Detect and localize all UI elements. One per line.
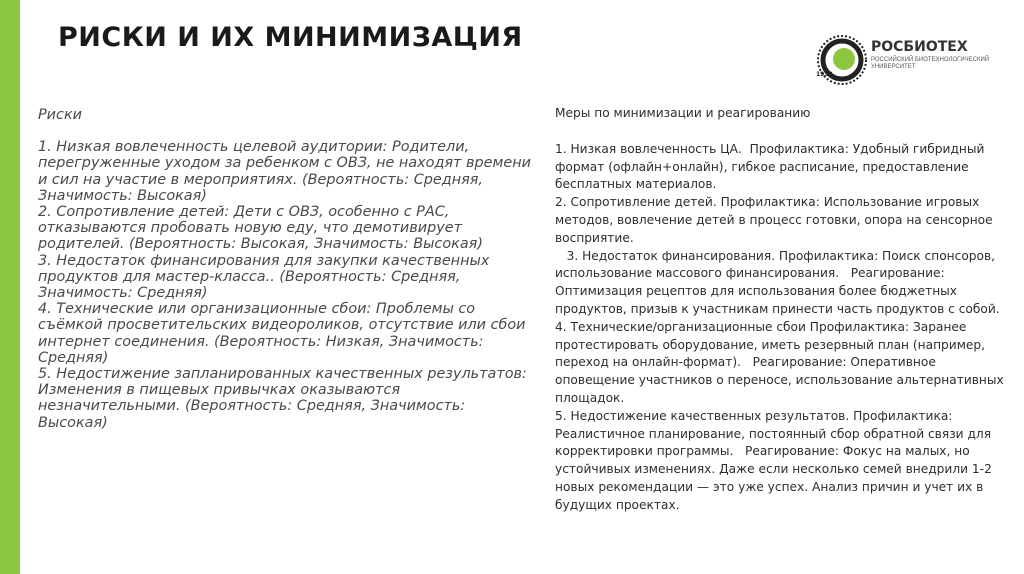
risk-item: 1. Низкая вовлеченность целевой аудитории: Родители, перегруженные уходом за ребенком с ОВЗ, не находят времени и сил на участие в мероприятиях. (Вероятность: Средняя, Значимость: Высокая) xyxy=(38,139,531,204)
measures-section xyxy=(555,105,1008,515)
risk-item: 5. Недостижение запланированных качественных результатов: Изменения в пищевых привычках оказываются незначительными. (Вероятность: Средняя, Значимость: Высокая) xyxy=(38,366,527,431)
accent-bar xyxy=(0,0,20,574)
measure-item: 2. Сопротивление детей. Профилактика: Использование игровых методов, вовлечение детей в процесс готовки, опора на сенсорное восприятие. xyxy=(555,195,997,245)
risks-section xyxy=(38,107,538,431)
measure-item: 4. Технические/организационные сбои Профилактика: Заранее протестировать оборудование, иметь резервный план (например, переход на онлайн-формат). Реагирование: Оперативное оповещение участников о переносе, использование альтернативных площадок. xyxy=(555,319,1008,405)
measures-heading: Меры по минимизации и реагированию xyxy=(555,106,811,120)
measure-item: 5. Недостижение качественных результатов. Профилактика: Реалистичное планирование, постоянный сбор обратной связи для корректировки программы. Реагирование: Фокус на малых, но устойчивых изменениях. Даже если несколько семей внедрили 1-2 новых рекомендации — это уже успех. Анализ причин и учет их в будущих проектах. xyxy=(555,408,996,512)
logo-name: РОСБИОТЕХ xyxy=(871,39,968,55)
measure-item: 1. Низкая вовлеченность ЦА. Профилактика: Удобный гибридный формат (офлайн+онлайн), гибкое расписание, предоставление бесплатных материалов. xyxy=(555,141,989,192)
risk-item: 3. Недостаток финансирования для закупки качественных продуктов для мастер-класса.. (Вероятность: Средняя, Значимость: Средняя) xyxy=(38,252,490,302)
risk-item: 2. Сопротивление детей: Дети с ОВЗ, особенно с РАС, отказываются пробовать новую еду, что демотивирует родителей. (Вероятность: Высокая, Значимость: Высокая) xyxy=(38,204,483,253)
university-logo xyxy=(815,33,1015,93)
logo-emblem-icon xyxy=(815,33,869,87)
measure-item: 3. Недостаток финансирования. Профилактика: Поиск спонсоров, использование массового финансирования. Реагирование: Оптимизация рецептов для использования более бюджетных продуктов, призыв к участникам принести часть продуктов с собой. xyxy=(555,248,1000,316)
slide-title: РИСКИ И ИХ МИНИМИЗАЦИЯ xyxy=(58,22,523,53)
logo-subtitle: РОССИЙСКИЙ БИОТЕХНОЛОГИЧЕСКИЙ УНИВЕРСИТЕТ xyxy=(871,57,990,70)
risk-item: 4. Технические или организационные сбои: Проблемы со съёмкой просветительских видеороликов, отсутствие или сбои интернет соединения. (Вероятность: Низкая, Значимость: Средняя) xyxy=(38,301,526,366)
logo-year: 1930 xyxy=(816,71,833,78)
risks-heading: Риски xyxy=(38,107,82,123)
